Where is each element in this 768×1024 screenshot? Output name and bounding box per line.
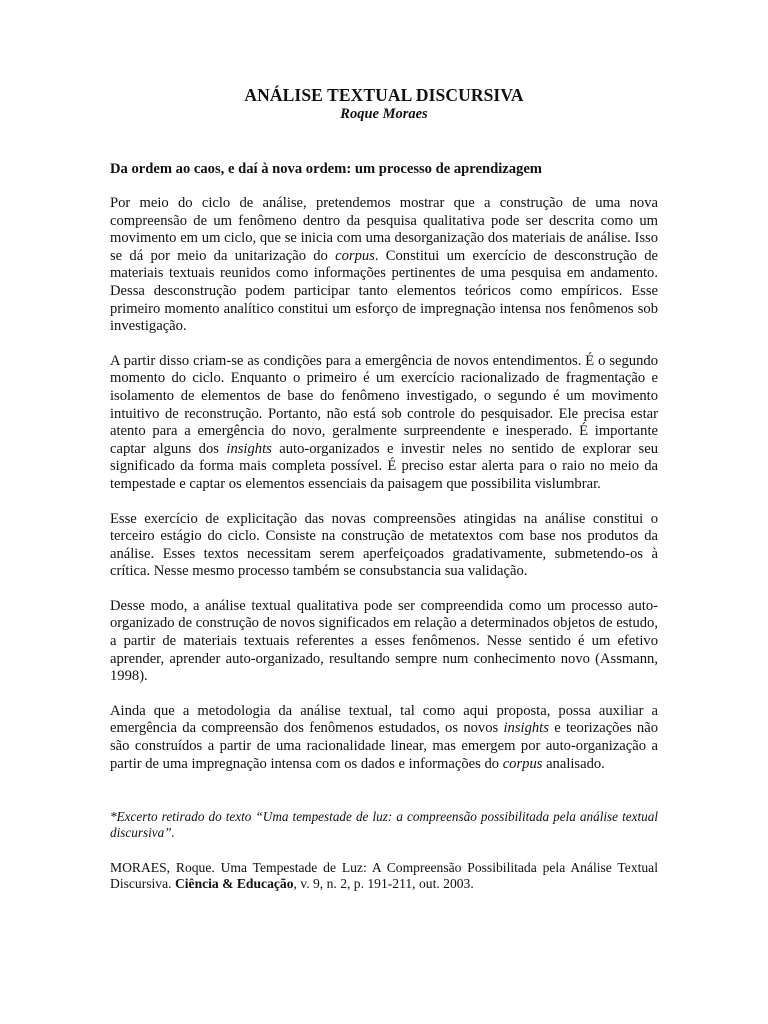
bibliographic-reference — [110, 860, 658, 893]
paragraph-5 — [110, 703, 658, 773]
reference-text-a: MORAES, Roque. Uma Tempestade de Luz: A Compreensão Possibilitada pela Análise Textual Discursiva. — [110, 859, 658, 892]
paragraph-4: Desse modo, a análise textual qualitativa pode ser compreendida como um processo auto-organizado de construção de novos significados em relação a determinados objetos de estudo, a partir de materiais textuais referentes a esses fenômenos. Nesse sentido é um efetivo aprender, aprender auto-organizado, resultando sempre num conhecimento novo (Assmann, 1998). — [110, 597, 658, 685]
paragraph-5-text-c: e teorizações não são construídos a partir de uma racionalidade linear, mas emergem por auto-organização a partir de uma impregnação intensa com os dados e informações do — [110, 720, 658, 772]
paragraph-1 — [110, 195, 658, 336]
document-author: Roque Moraes — [340, 106, 428, 122]
paragraph-1-emphasis-corpus: corpus — [335, 247, 375, 264]
reference-text-c: , v. 9, n. 2, p. 191-211, out. 2003. — [293, 876, 474, 892]
paragraph-2-emphasis-insights: insights — [226, 440, 272, 457]
paragraph-1-text-c: . Constitui um exercício de desconstrução de materiais textuais reunidos como informações pertinentes de uma pesquisa em andamento. Dessa desconstrução podem participar tanto elementos teóricos como empíricos. Esse primeiro momento analítico constitui um esforço de impregnação intensa nos fenômenos sob investigação. — [110, 247, 658, 335]
paragraph-5-emphasis-corpus: corpus — [502, 755, 543, 772]
paragraph-3: Esse exercício de explicitação das novas compreensões atingidas na análise constitui o terceiro estágio do ciclo. Consiste na construção de metatextos com base nos produtos da análise. Esses textos necessitam serem aperfeiçoados gradativamente, submetendo-os à crítica. Nesse mesmo processo também se consubstancia sua validação. — [110, 510, 658, 580]
paragraph-2-text-c: auto-organizados e investir neles no sentido de explorar seu significado da forma mais completa possível. É preciso estar alerta para o raio no meio da tempestade e captar os elementos essenciais da paisagem que possibilita vislumbrar. — [110, 440, 658, 492]
document-title: ANÁLISE TEXTUAL DISCURSIVA — [244, 85, 524, 105]
document-page — [110, 84, 658, 893]
paragraph-1-text-a: Por meio do ciclo de análise, pretendemos mostrar que a construção de uma nova compreensão de um fenômeno dentro da pesquisa qualitativa pode ser descrita como um movimento em um ciclo, que se inicia com uma desorganização dos materiais de análise. Isso se dá por meio da unitarização do — [110, 195, 658, 264]
excerpt-note: *Excerto retirado do texto “Uma tempestade de luz: a compreensão possibilitada pela análise textual discursiva”. — [110, 809, 658, 841]
paragraph-5-text-a: Ainda que a metodologia da análise textual, tal como aqui proposta, possa auxiliar a emergência da compreensão dos fenômenos estudados, os novos — [110, 702, 658, 737]
paragraph-5-text-e: analisado. — [542, 755, 605, 772]
reference-journal: Ciência & Educação — [174, 876, 294, 892]
section-heading: Da ordem ao caos, e daí à nova ordem: um processo de aprendizagem — [110, 161, 542, 177]
paragraph-2 — [110, 353, 658, 494]
paragraph-2-text-a: A partir disso criam-se as condições para a emergência de novos entendimentos. É o segundo momento do ciclo. Enquanto o primeiro é um exercício racionalizado de fragmentação e isolamento de elementos de base do fenômeno investigado, o segundo é um movimento intuitivo de reconstrução. Portanto, não está sob controle do pesquisador. Ele precisa estar atento para a emergência do novo, geralmente surpreendente e inesperado. É importante captar alguns dos — [110, 352, 658, 457]
paragraph-5-emphasis-insights: insights — [503, 720, 549, 737]
